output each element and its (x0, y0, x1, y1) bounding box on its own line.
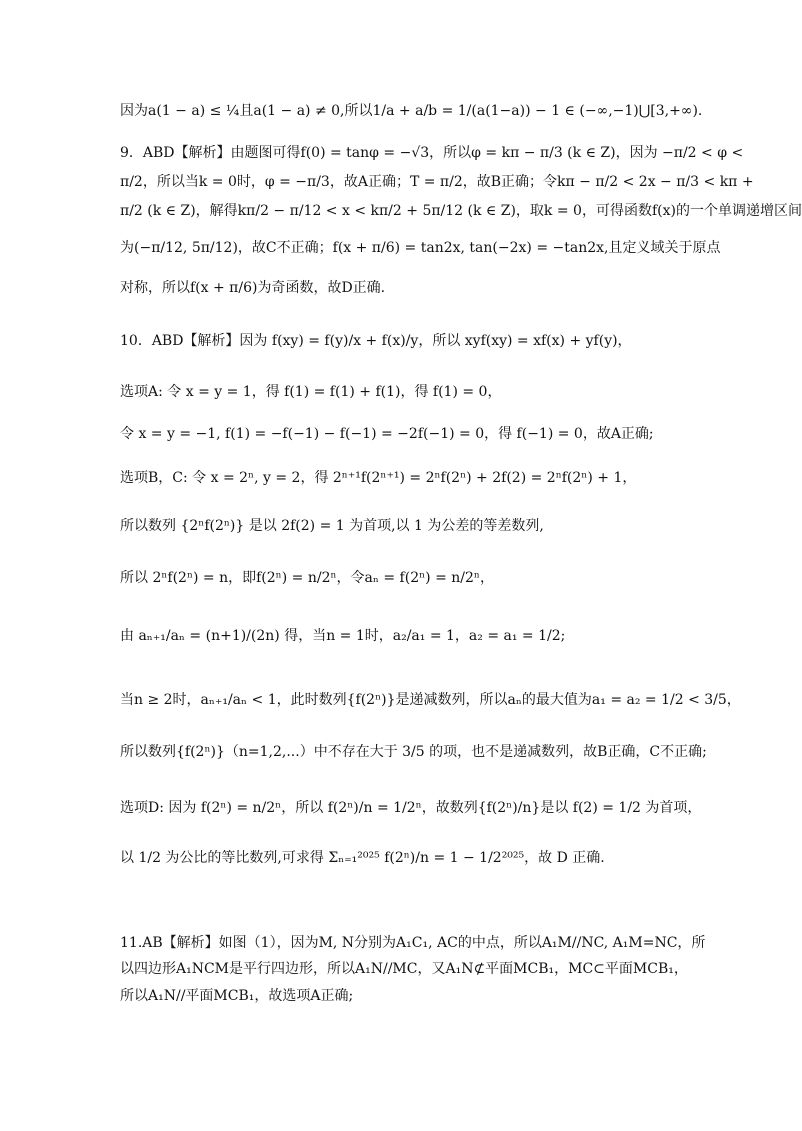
text-line: 因为a(1 − a) ≤ ¼且a(1 − a) ≠ 0,所以1/a + a/b = 1/(a(1−a)) − 1 ∈ (−∞,−1)⋃[3,+∞). (120, 103, 703, 119)
text-line: 所以A₁N//平面MCB₁，故选项A正确; (120, 988, 354, 1004)
text-line: 选项D: 因为 f(2ⁿ) = n/2ⁿ，所以 f(2ⁿ)/n = 1/2ⁿ，故数列{f(2ⁿ)/n}是以 f(2) = 1/2 为首项， (120, 800, 702, 816)
text-line: 所以 2ⁿf(2ⁿ) = n，即f(2ⁿ) = n/2ⁿ，令aₙ = f(2ⁿ) = n/2ⁿ， (120, 570, 494, 586)
text-line: 以 1/2 为公比的等比数列,可求得 Σₙ₌₁²⁰²⁵ f(2ⁿ)/n = 1 − 1/2²⁰²⁵，故 D 正确. (120, 850, 605, 866)
text-line: 9．ABD【解析】由题图可得f(0) = tanφ = −√3，所以φ = kπ − π/3 (k ∈ Z)，因为 −π/2 < φ < (120, 145, 744, 161)
text-line: 选项B，C: 令 x = 2ⁿ, y = 2，得 2ⁿ⁺¹f(2ⁿ⁺¹) = 2ⁿf(2ⁿ) + 2f(2) = 2ⁿf(2ⁿ) + 1， (120, 470, 637, 486)
text-line: 10．ABD【解析】因为 f(xy) = f(y)/x + f(x)/y，所以 xyf(xy) = xf(x) + yf(y)， (120, 333, 632, 349)
text-line: π/2，所以当k = 0时，φ = −π/3，故A正确；T = π/2，故B正确；令kπ − π/2 < 2x − π/3 < kπ + (120, 174, 754, 190)
text-line: 所以数列{f(2ⁿ)}（n=1,2,...）中不存在大于 3/5 的项，也不是递减数列，故B正确，C不正确; (120, 744, 707, 760)
text-line: 由 aₙ₊₁/aₙ = (n+1)/(2n) 得，当n = 1时，a₂/a₁ = 1，a₂ = a₁ = 1/2; (120, 628, 566, 644)
text-line: 为(−π/12, 5π/12)，故C不正确；f(x + π/6) = tan2x, tan(−2x) = −tan2x,且定义域关于原点 (120, 240, 721, 256)
text-line: 当n ≥ 2时，aₙ₊₁/aₙ < 1，此时数列{f(2ⁿ)}是递减数列，所以aₙ的最大值为a₁ = a₂ = 1/2 < 3/5， (120, 692, 741, 708)
text-line: 令 x = y = −1, f(1) = −f(−1) − f(−1) = −2f(−1) = 0，得 f(−1) = 0，故A正确; (120, 426, 654, 442)
text-line: 以四边形A₁NCM是平行四边形，所以A₁N//MC，又A₁N⊄平面MCB₁，MC⊂平面MCB₁， (120, 961, 688, 977)
text-line: 对称，所以f(x + π/6)为奇函数，故D正确. (120, 280, 386, 296)
text-line: 所以数列 {2ⁿf(2ⁿ)} 是以 2f(2) = 1 为首项,以 1 为公差的等差数列, (120, 518, 544, 534)
text-line: π/2 (k ∈ Z)，解得kπ/2 − π/12 < x < kπ/2 + 5π/12 (k ∈ Z)，取k = 0，可得函数f(x)的一个单调递增区间 (120, 203, 802, 219)
text-line: 选项A: 令 x = y = 1，得 f(1) = f(1) + f(1)，得 f(1) = 0， (120, 384, 502, 400)
text-line: 11.AB【解析】如图（1），因为M, N分别为A₁C₁, AC的中点，所以A₁M//NC, A₁M=NC，所 (120, 935, 706, 951)
